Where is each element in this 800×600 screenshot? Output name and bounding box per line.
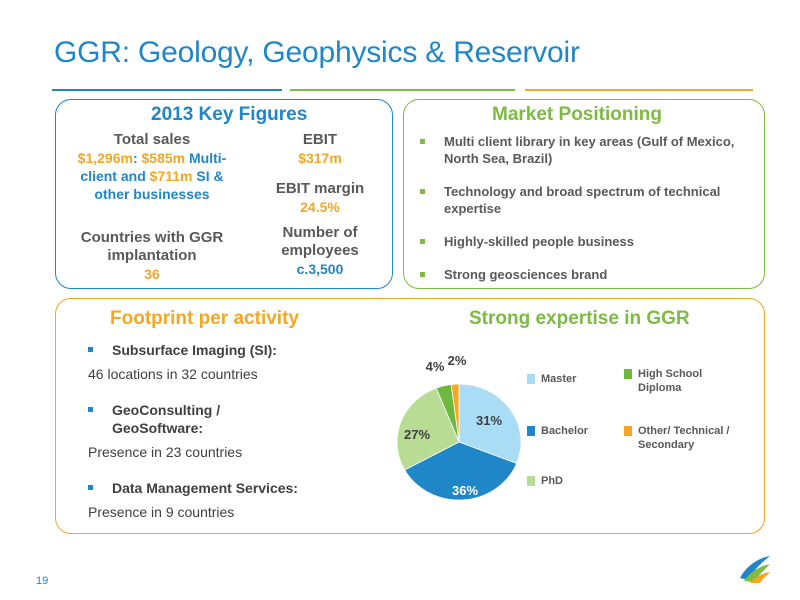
footprint-item-head [88, 479, 388, 497]
legend-swatch [624, 369, 632, 379]
pie-value-label: 4% [425, 359, 445, 374]
market-item-text: Strong geosciences brand [444, 267, 608, 282]
bullet-square-icon [88, 407, 93, 412]
employees-label: Number of employees [281, 224, 359, 259]
footprint-item-desc: Presence in 23 countries [88, 444, 243, 460]
expertise-pie-chart [395, 345, 535, 515]
legend-label: Bachelor [541, 425, 589, 437]
footprint-heading: Footprint per activity [104, 308, 305, 330]
si-value: $711m [149, 168, 193, 184]
page-number: 19 [36, 575, 49, 587]
market-item [420, 183, 760, 217]
page-title: GGR: Geology, Geophysics & Reservoir [54, 36, 580, 69]
title-rule-orange [525, 89, 753, 91]
title-rule-blue [52, 89, 282, 91]
countries-label: Countries with GGR implantation [80, 229, 224, 264]
bullet-square-icon [420, 272, 425, 277]
market-item-text: Multi client library in key areas (Gulf of Mexico, North Sea, Brazil) [444, 134, 735, 166]
si-label: SI & other businesses [94, 168, 224, 202]
legend-swatch [624, 426, 632, 436]
footprint-head-text: Data Management Services: [112, 480, 298, 496]
legend-label: Other/ Technical / Secondary [638, 425, 730, 451]
legend-item-master [527, 372, 607, 386]
legend-label: Master [541, 373, 577, 385]
ebit-value: $317m [298, 150, 342, 166]
footprint-item-desc: Presence in 9 countries [88, 504, 235, 520]
footprint-list [88, 341, 388, 539]
expertise-chart-title: Strong expertise in GGR [463, 308, 696, 330]
bullet-square-icon [420, 189, 425, 194]
employees-value: c.3,500 [296, 261, 344, 277]
ebit-margin-value: 24.5% [300, 199, 340, 215]
market-item [420, 233, 760, 250]
total-sales-block [62, 131, 242, 203]
footprint-head-text: Subsurface Imaging (SI): [112, 342, 277, 358]
ebit-label: EBIT [302, 131, 338, 148]
legend-swatch [527, 476, 535, 486]
legend-label: PhD [541, 475, 563, 487]
pie-value-label: 2% [447, 353, 467, 368]
market-item [420, 133, 760, 167]
sales-separator: : [132, 150, 142, 166]
countries-value: 36 [144, 266, 160, 282]
footprint-item-head [88, 341, 388, 359]
total-sales-value: $1,296m [77, 150, 133, 166]
footprint-item-head [88, 401, 282, 437]
title-rule-green [290, 89, 515, 91]
market-positioning-heading: Market Positioning [486, 104, 668, 126]
ebit-margin-label: EBIT margin [275, 180, 365, 197]
legend-item-phd [527, 474, 607, 488]
ebit-margin-block [255, 180, 385, 216]
legend-swatch [527, 426, 535, 436]
multi-client-value: $585m [141, 150, 186, 166]
bullet-square-icon [88, 347, 93, 352]
ebit-block [255, 131, 385, 167]
footprint-head-text: GeoConsulting / GeoSoftware: [112, 402, 221, 436]
pie-value-label: 27% [403, 427, 431, 442]
footprint-item-desc: 46 locations in 32 countries [88, 366, 258, 382]
legend-item-high-school [624, 367, 704, 395]
market-item [420, 266, 760, 283]
pie-value-label: 36% [451, 483, 479, 498]
total-sales-label: Total sales [113, 131, 191, 148]
market-item-text: Technology and broad spectrum of technical expertise [444, 184, 721, 216]
legend-item-bachelor [527, 424, 607, 438]
pie-value-label: 31% [475, 413, 503, 428]
legend-label: High School Diploma [638, 368, 703, 394]
legend-swatch [527, 374, 535, 384]
bullet-square-icon [420, 239, 425, 244]
market-positioning-list [420, 133, 760, 299]
employees-block [255, 224, 385, 278]
key-figures-heading: 2013 Key Figures [145, 104, 313, 126]
legend-item-other [624, 424, 734, 452]
multi-client-label: Multi-client and [80, 150, 227, 184]
countries-block [62, 229, 242, 283]
market-item-text: Highly-skilled people business [444, 234, 634, 249]
bullet-square-icon [88, 485, 93, 490]
company-logo-icon [736, 548, 772, 584]
bullet-square-icon [420, 139, 425, 144]
